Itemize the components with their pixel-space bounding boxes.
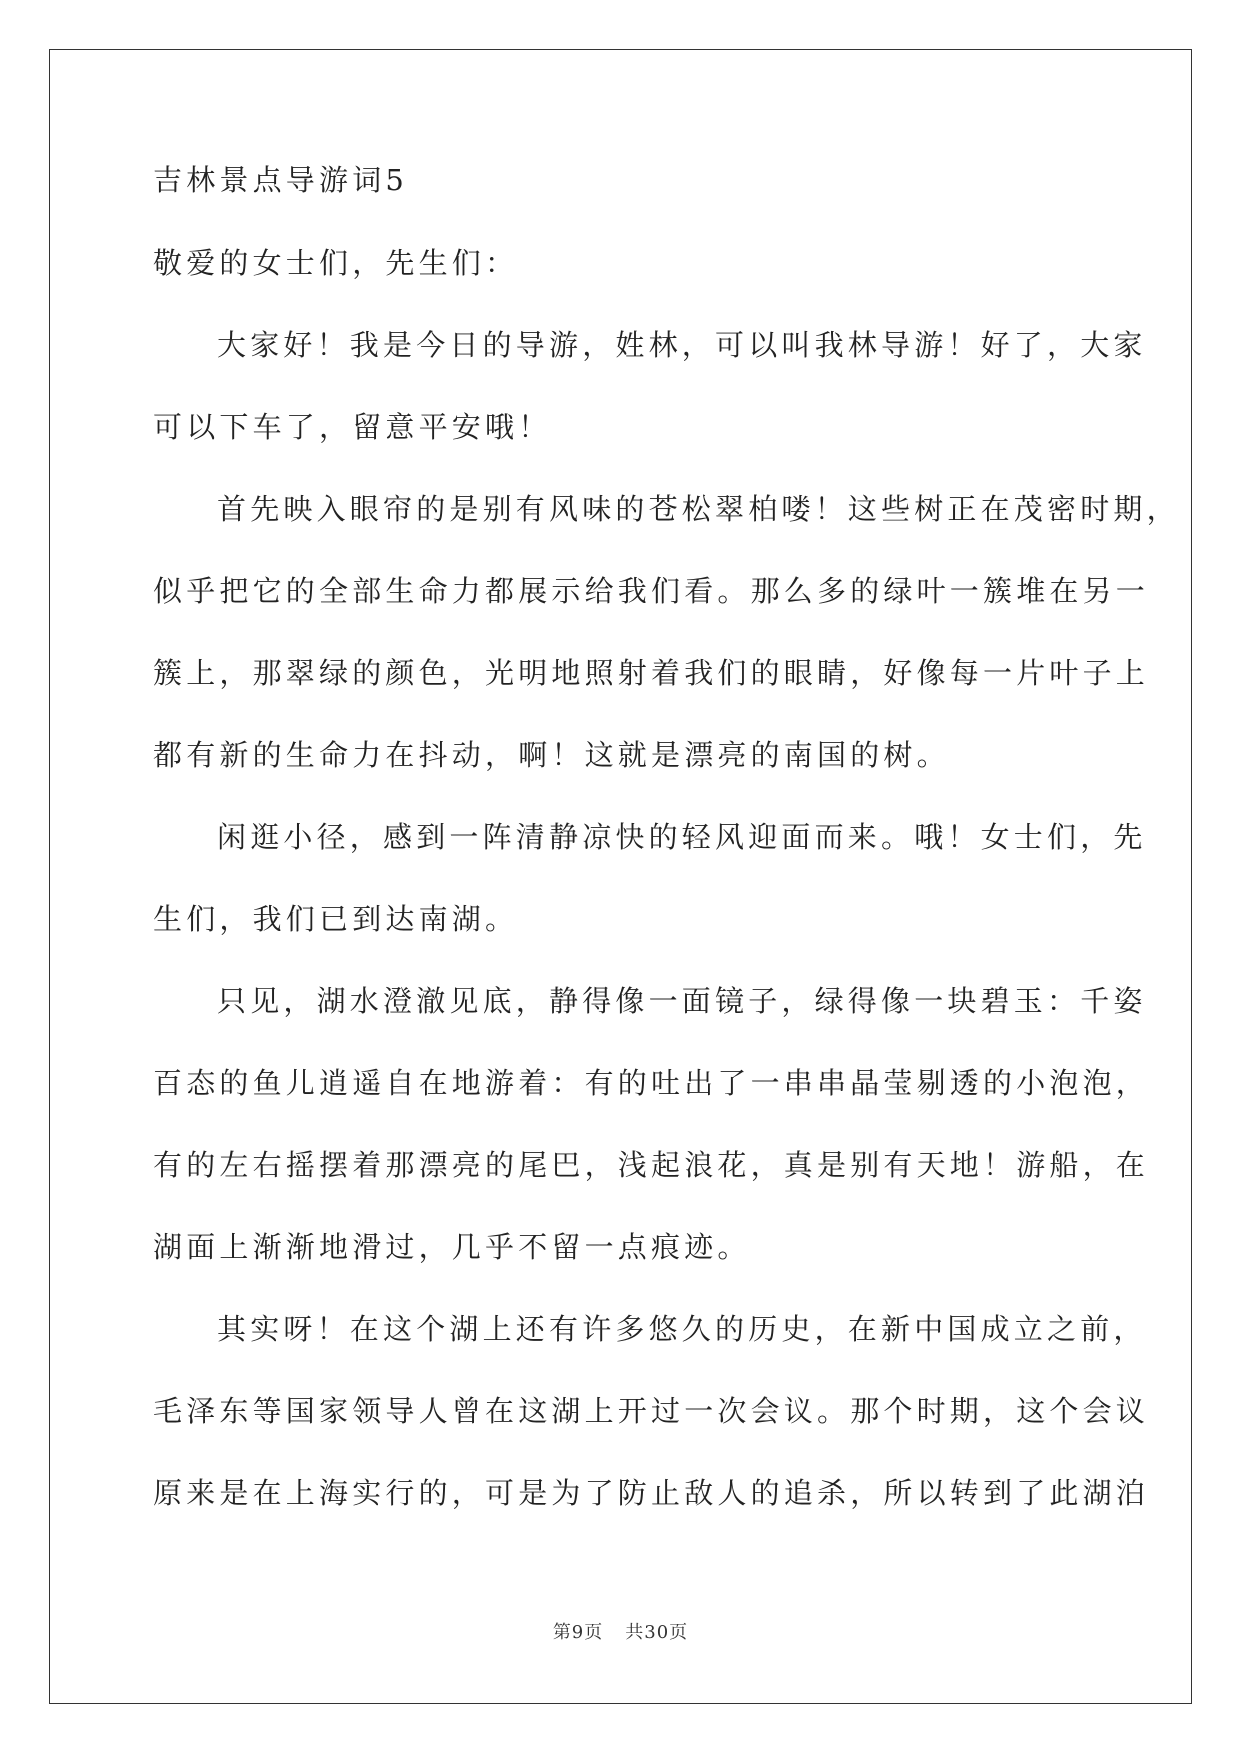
paragraph-line: 原来是在上海实行的，可是为了防止敌人的追杀，所以转到了此湖泊 — [153, 1476, 1150, 1510]
paragraph-line: 湖面上渐渐地滑过，几乎不留一点痕迹。 — [153, 1230, 751, 1264]
page-footer — [0, 1618, 1241, 1644]
document-title: 吉林景点导游词5 — [153, 163, 409, 197]
paragraph-line: 大家好！我是今日的导游，姓林，可以叫我林导游！好了，大家 — [217, 328, 1147, 362]
paragraph-line: 似乎把它的全部生命力都展示给我们看。那么多的绿叶一簇堆在另一 — [153, 574, 1150, 608]
paragraph-line: 毛泽东等国家领导人曾在这湖上开过一次会议。那个时期，这个会议 — [153, 1394, 1150, 1428]
paragraph-line: 簇上，那翠绿的颜色，光明地照射着我们的眼睛，好像每一片叶子上 — [153, 656, 1150, 690]
salutation-line: 敬爱的女士们，先生们： — [153, 246, 519, 280]
paragraph-line: 首先映入眼帘的是别有风味的苍松翠柏喽！这些树正在茂密时期， — [217, 492, 1180, 526]
paragraph-line: 百态的鱼儿逍遥自在地游着：有的吐出了一串串晶莹剔透的小泡泡， — [153, 1066, 1150, 1100]
paragraph-line: 生们，我们已到达南湖。 — [153, 902, 519, 936]
paragraph-line: 只见，湖水澄澈见底，静得像一面镜子，绿得像一块碧玉：千姿 — [217, 984, 1147, 1018]
document-body — [153, 150, 1180, 1534]
paragraph-line: 可以下车了，留意平安哦！ — [153, 410, 552, 444]
page-number-total: 共30页 — [625, 1622, 689, 1643]
paragraph-line: 有的左右摇摆着那漂亮的尾巴，浅起浪花，真是别有天地！游船，在 — [153, 1148, 1150, 1182]
paragraph-line: 闲逛小径，感到一阵清静凉快的轻风迎面而来。哦！女士们，先 — [217, 820, 1147, 854]
paragraph-line: 都有新的生命力在抖动，啊！这就是漂亮的南国的树。 — [153, 738, 950, 772]
page-number-current: 第9页 — [552, 1622, 604, 1643]
paragraph-line: 其实呀！在这个湖上还有许多悠久的历史，在新中国成立之前， — [217, 1312, 1147, 1346]
